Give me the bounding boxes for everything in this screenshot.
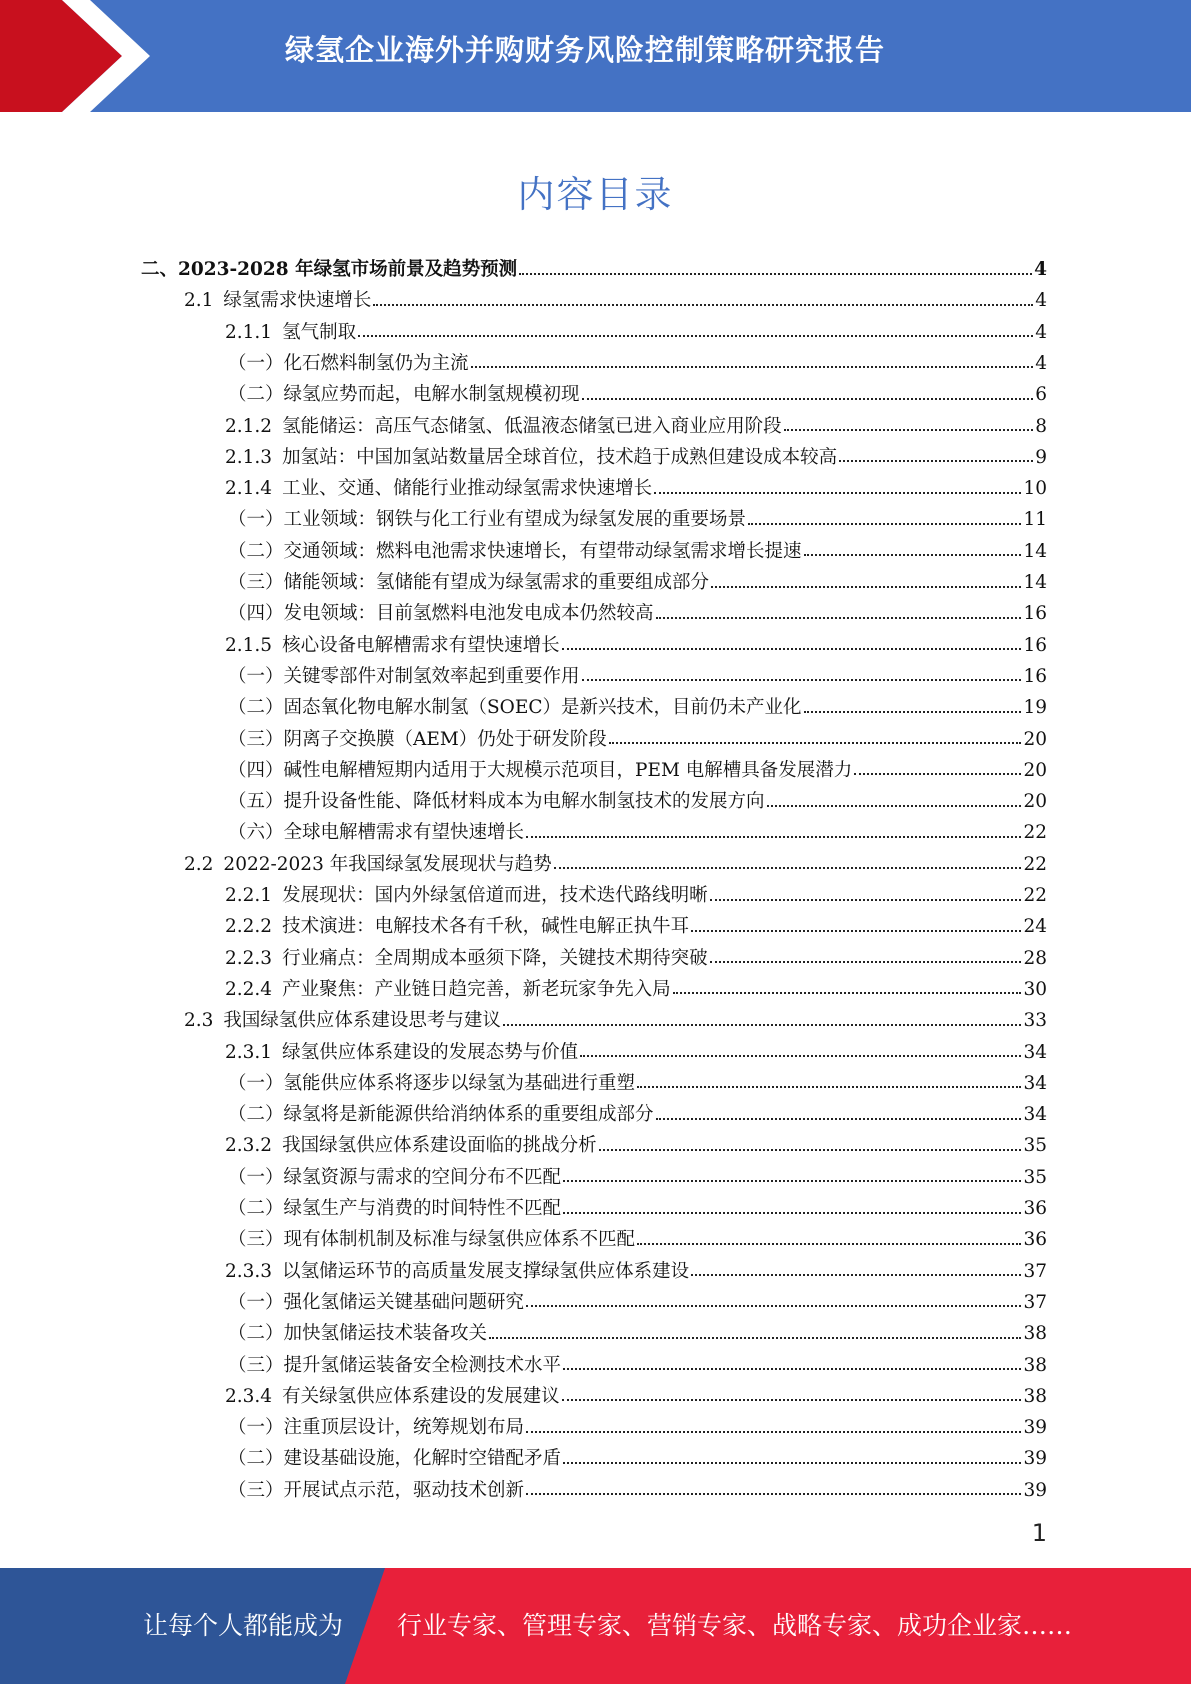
toc-entry[interactable] xyxy=(228,348,1047,379)
toc-entry-page: 16 xyxy=(1023,634,1047,656)
toc-entry-title: 绿氢供应体系建设的发展态势与价值 xyxy=(282,1041,579,1063)
toc-entry-page: 20 xyxy=(1023,759,1047,781)
toc-entry-page: 8 xyxy=(1035,415,1047,437)
toc-dot-leader xyxy=(804,711,1022,713)
toc-entry[interactable] xyxy=(225,473,1047,504)
toc-entry[interactable] xyxy=(228,661,1047,692)
toc-entry-page: 37 xyxy=(1023,1291,1047,1313)
toc-entry[interactable] xyxy=(225,911,1047,942)
toc-entry[interactable] xyxy=(228,1193,1047,1224)
toc-entry-number: 2.1.2 xyxy=(225,415,273,437)
toc-entry-page: 39 xyxy=(1023,1448,1047,1470)
toc-dot-leader xyxy=(563,1212,1021,1214)
toc-dot-leader xyxy=(526,1305,1021,1307)
toc-dot-leader xyxy=(526,1493,1021,1495)
toc-entry[interactable] xyxy=(228,1318,1047,1349)
toc-entry-title: 2022-2023 年我国绿氢发展现状与趋势 xyxy=(223,853,552,875)
toc-entry[interactable] xyxy=(228,1162,1047,1193)
toc-entry-title: （一）氢能供应体系将逐步以绿氢为基础进行重塑 xyxy=(228,1072,636,1094)
toc-dot-leader xyxy=(839,460,1033,462)
toc-entry-page: 36 xyxy=(1023,1229,1047,1251)
toc-entry-title: 氢气制取 xyxy=(282,321,357,343)
toc-dot-leader xyxy=(358,335,1033,337)
toc-entry-title: （一）工业领域：钢铁与化工行业有望成为绿氢发展的重要场景 xyxy=(228,509,747,531)
toc-entry[interactable] xyxy=(184,285,1047,316)
toc-dot-leader xyxy=(710,899,1022,901)
toc-entry[interactable] xyxy=(228,504,1047,535)
report-header-band xyxy=(0,0,1191,112)
toc-entry-title: 绿氢需求快速增长 xyxy=(223,290,372,312)
toc-entry-page: 33 xyxy=(1023,1010,1047,1032)
toc-entry[interactable] xyxy=(225,880,1047,911)
toc-dot-leader xyxy=(637,1086,1021,1088)
toc-dot-leader xyxy=(503,1024,1022,1026)
toc-entry-title: （六）全球电解槽需求有望快速增长 xyxy=(228,822,525,844)
toc-entry-number: 2.3.3 xyxy=(225,1260,273,1282)
toc-entry-page: 14 xyxy=(1023,540,1047,562)
toc-entry[interactable] xyxy=(225,943,1047,974)
toc-entry-title: 有关绿氢供应体系建设的发展建议 xyxy=(282,1385,560,1407)
toc-entry[interactable] xyxy=(228,692,1047,723)
toc-entry[interactable] xyxy=(228,1443,1047,1474)
toc-entry-number: 2.3.4 xyxy=(225,1385,273,1407)
toc-entry-title: （一）关键零部件对制氢效率起到重要作用 xyxy=(228,665,580,687)
toc-entry[interactable] xyxy=(225,1130,1047,1161)
toc-entry-title: （二）绿氢应势而起，电解水制氢规模初现 xyxy=(228,384,580,406)
toc-entry[interactable] xyxy=(225,317,1047,348)
toc-entry-page: 19 xyxy=(1023,697,1047,719)
toc-dot-leader xyxy=(582,679,1022,681)
toc-entry-title: （一）强化氢储运关键基础问题研究 xyxy=(228,1291,525,1313)
toc-entry-number: 2.1.1 xyxy=(225,321,273,343)
toc-dot-leader xyxy=(582,398,1034,400)
toc-dot-leader xyxy=(562,648,1022,650)
toc-entry-title: 二、2023-2028 年绿氢市场前景及趋势预测 xyxy=(141,259,518,280)
toc-dot-leader xyxy=(748,523,1021,525)
toc-dot-leader xyxy=(637,1243,1021,1245)
toc-entry-page: 22 xyxy=(1023,822,1047,844)
toc-dot-leader xyxy=(767,805,1022,807)
toc-entry-title: （一）注重顶层设计，统筹规划布局 xyxy=(228,1417,525,1439)
toc-entry[interactable] xyxy=(225,1381,1047,1412)
toc-entry[interactable] xyxy=(228,598,1047,629)
toc-entry[interactable] xyxy=(228,786,1047,817)
toc-entry-title: 行业痛点：全周期成本亟须下降，关键技术期待突破 xyxy=(282,947,708,969)
toc-entry-title: 产业聚焦：产业链日趋完善，新老玩家争先入局 xyxy=(282,978,671,1000)
footer-slogan-left: 让每个人都能成为 xyxy=(143,1611,344,1640)
toc-dot-leader xyxy=(691,1274,1021,1276)
toc-entry[interactable] xyxy=(225,1037,1047,1068)
toc-entry-page: 34 xyxy=(1023,1041,1047,1063)
toc-entry-number: 2.2.2 xyxy=(225,916,273,938)
toc-entry-page: 22 xyxy=(1023,853,1047,875)
toc-entry-title: （一）绿氢资源与需求的空间分布不匹配 xyxy=(228,1166,562,1188)
toc-entry[interactable] xyxy=(228,1350,1047,1381)
toc-entry-page: 11 xyxy=(1023,509,1047,531)
toc-entry-number: 2.2 xyxy=(184,853,214,875)
toc-dot-leader xyxy=(654,492,1021,494)
toc-entry-number: 2.3.1 xyxy=(225,1041,273,1063)
toc-entry-title: （三）现有体制机制及标准与绿氢供应体系不匹配 xyxy=(228,1229,636,1251)
toc-entry-title: 以氢储运环节的高质量发展支撑绿氢供应体系建设 xyxy=(282,1260,690,1282)
toc-entry-page: 9 xyxy=(1035,446,1047,468)
toc-entry-title: 工业、交通、储能行业推动绿氢需求快速增长 xyxy=(282,478,653,500)
toc-entry[interactable] xyxy=(228,1475,1047,1506)
report-title: 绿氢企业海外并购财务风险控制策略研究报告 xyxy=(285,33,886,67)
toc-entry-page: 37 xyxy=(1023,1260,1047,1282)
toc-entry[interactable] xyxy=(228,1412,1047,1443)
toc-entry-page: 16 xyxy=(1023,603,1047,625)
toc-entry[interactable] xyxy=(184,849,1047,880)
toc-entry-title: 氢能储运：高压气态储氢、低温液态储氢已进入商业应用阶段 xyxy=(282,415,782,437)
toc-entry-number: 2.1.4 xyxy=(225,478,273,500)
toc-entry-title: （二）绿氢生产与消费的时间特性不匹配 xyxy=(228,1198,562,1219)
toc-entry[interactable] xyxy=(228,755,1047,786)
toc-entry-page: 20 xyxy=(1023,791,1047,813)
toc-entry[interactable] xyxy=(228,1099,1047,1130)
toc-entry-page: 28 xyxy=(1023,947,1047,969)
toc-dot-leader xyxy=(691,930,1021,932)
toc-dot-leader xyxy=(599,1149,1022,1151)
toc-entry-title: （二）建设基础设施，化解时空错配矛盾 xyxy=(228,1448,562,1470)
toc-entry-number: 2.3.2 xyxy=(225,1135,273,1157)
toc-entry-page: 22 xyxy=(1023,885,1047,906)
toc-entry[interactable] xyxy=(228,1287,1047,1318)
toc-entry-title: （五）提升设备性能、降低材料成本为电解水制氢技术的发展方向 xyxy=(228,791,765,813)
toc-entry[interactable] xyxy=(225,630,1047,661)
toc-entry[interactable] xyxy=(228,536,1047,567)
page-number: 1 xyxy=(1031,1519,1047,1547)
toc-entry-title: （三）储能领域：氢储能有望成为绿氢需求的重要组成部分 xyxy=(228,572,710,593)
toc-entry-page: 4 xyxy=(1035,290,1047,312)
toc-entry[interactable] xyxy=(228,724,1047,755)
toc-entry-title: （四）碱性电解槽短期内适用于大规模示范项目，PEM 电解槽具备发展潜力 xyxy=(228,759,853,781)
toc-entry-page: 30 xyxy=(1023,978,1047,1000)
toc-entry-title: （一）化石燃料制氢仍为主流 xyxy=(228,352,469,374)
toc-entry-title: 核心设备电解槽需求有望快速增长 xyxy=(282,634,560,656)
toc-entry[interactable] xyxy=(228,1068,1047,1099)
toc-entry-page: 10 xyxy=(1023,478,1047,500)
toc-dot-leader xyxy=(526,1431,1021,1433)
toc-entry-number: 2.1.3 xyxy=(225,446,273,468)
toc-entry[interactable] xyxy=(225,442,1047,473)
toc-dot-leader xyxy=(563,1462,1021,1464)
toc-entry-page: 24 xyxy=(1023,916,1047,938)
toc-entry-page: 4 xyxy=(1035,352,1047,374)
toc-dot-leader xyxy=(854,773,1021,775)
footer-band xyxy=(0,1568,1191,1684)
toc-entry[interactable] xyxy=(228,567,1047,598)
toc-entry-page: 39 xyxy=(1023,1479,1047,1501)
toc-entry-page: 4 xyxy=(1035,321,1047,343)
toc-entry[interactable] xyxy=(184,1005,1047,1036)
toc-entry-page: 34 xyxy=(1023,1104,1047,1126)
toc-entry[interactable] xyxy=(228,1224,1047,1255)
header-arrow-icon xyxy=(0,0,160,112)
toc-entry-title: 我国绿氢供应体系建设思考与建议 xyxy=(223,1010,501,1032)
toc-entry-page: 35 xyxy=(1023,1166,1047,1188)
toc-dot-leader xyxy=(784,429,1034,431)
toc-dot-leader xyxy=(711,586,1021,588)
toc-entry-number: 2.1.5 xyxy=(225,634,273,656)
footer-slogan-right: 行业专家、管理专家、营销专家、战略专家、成功企业家…… xyxy=(397,1611,1073,1640)
toc-entry[interactable] xyxy=(228,379,1047,410)
toc-entry-title: 加氢站：中国加氢站数量居全球首位，技术趋于成熟但建设成本较高 xyxy=(282,446,838,468)
toc-entry-title: （二）交通领域：燃料电池需求快速增长，有望带动绿氢需求增长提速 xyxy=(228,540,802,562)
toc-dot-leader xyxy=(471,366,1034,368)
toc-dot-leader xyxy=(519,273,1032,275)
toc-entry-title: （三）提升氢储运装备安全检测技术水平 xyxy=(228,1354,562,1376)
toc-entry-page: 14 xyxy=(1023,572,1047,593)
toc-entry-title: （二）加快氢储运技术装备攻关 xyxy=(228,1323,488,1345)
toc-dot-leader xyxy=(609,742,1022,744)
toc-entry[interactable] xyxy=(225,411,1047,442)
toc-entry-title: 发展现状：国内外绿氢倍道而进，技术迭代路线明晰 xyxy=(282,885,708,906)
toc-dot-leader xyxy=(656,1118,1022,1120)
toc-entry-title: （三）阴离子交换膜（AEM）仍处于研发阶段 xyxy=(228,728,607,750)
toc-entry-page: 4 xyxy=(1034,259,1047,280)
toc-dot-leader xyxy=(563,1368,1021,1370)
toc-entry-number: 2.1 xyxy=(184,290,214,312)
toc-entry-number: 2.2.1 xyxy=(225,885,273,906)
toc-dot-leader xyxy=(710,961,1022,963)
toc-entry-page: 38 xyxy=(1023,1354,1047,1376)
toc-entry-page: 39 xyxy=(1023,1417,1047,1439)
toc-dot-leader xyxy=(656,617,1022,619)
toc-dot-leader xyxy=(804,554,1022,556)
toc-entry[interactable] xyxy=(225,974,1047,1005)
toc-dot-leader xyxy=(373,304,1033,306)
toc-entry-title: （三）开展试点示范，驱动技术创新 xyxy=(228,1479,525,1501)
toc-entry-title: 我国绿氢供应体系建设面临的挑战分析 xyxy=(282,1135,597,1157)
toc-entry-page: 36 xyxy=(1023,1198,1047,1219)
toc-entry-page: 38 xyxy=(1023,1323,1047,1345)
toc-entry-page: 34 xyxy=(1023,1072,1047,1094)
toc-entry-number: 2.3 xyxy=(184,1010,214,1032)
toc-entry-page: 35 xyxy=(1023,1135,1047,1157)
toc-entry-number: 2.2.3 xyxy=(225,947,273,969)
toc-dot-leader xyxy=(554,867,1022,869)
toc-entry-title: （二）固态氧化物电解水制氢（SOEC）是新兴技术，目前仍未产业化 xyxy=(228,697,802,719)
toc-entry[interactable] xyxy=(225,1256,1047,1287)
toc-entry-page: 38 xyxy=(1023,1385,1047,1407)
toc-dot-leader xyxy=(563,1180,1021,1182)
toc-dot-leader xyxy=(526,836,1021,838)
toc-dot-leader xyxy=(580,1055,1021,1057)
toc-entry-page: 16 xyxy=(1023,665,1047,687)
toc-dot-leader xyxy=(673,992,1022,994)
toc-heading: 内容目录 xyxy=(517,173,674,216)
toc-entry-title: （二）绿氢将是新能源供给消纳体系的重要组成部分 xyxy=(228,1104,654,1126)
toc-entry-title: 技术演进：电解技术各有千秋，碱性电解正执牛耳 xyxy=(282,916,690,938)
toc-entry[interactable] xyxy=(141,254,1047,285)
toc-entry[interactable] xyxy=(228,817,1047,848)
toc-dot-leader xyxy=(489,1337,1021,1339)
toc-entry-page: 20 xyxy=(1023,728,1047,750)
toc-entry-number: 2.2.4 xyxy=(225,978,273,1000)
toc-entry-title: （四）发电领域：目前氢燃料电池发电成本仍然较高 xyxy=(228,603,654,625)
toc-entry-page: 6 xyxy=(1035,384,1047,406)
toc-dot-leader xyxy=(562,1399,1022,1401)
